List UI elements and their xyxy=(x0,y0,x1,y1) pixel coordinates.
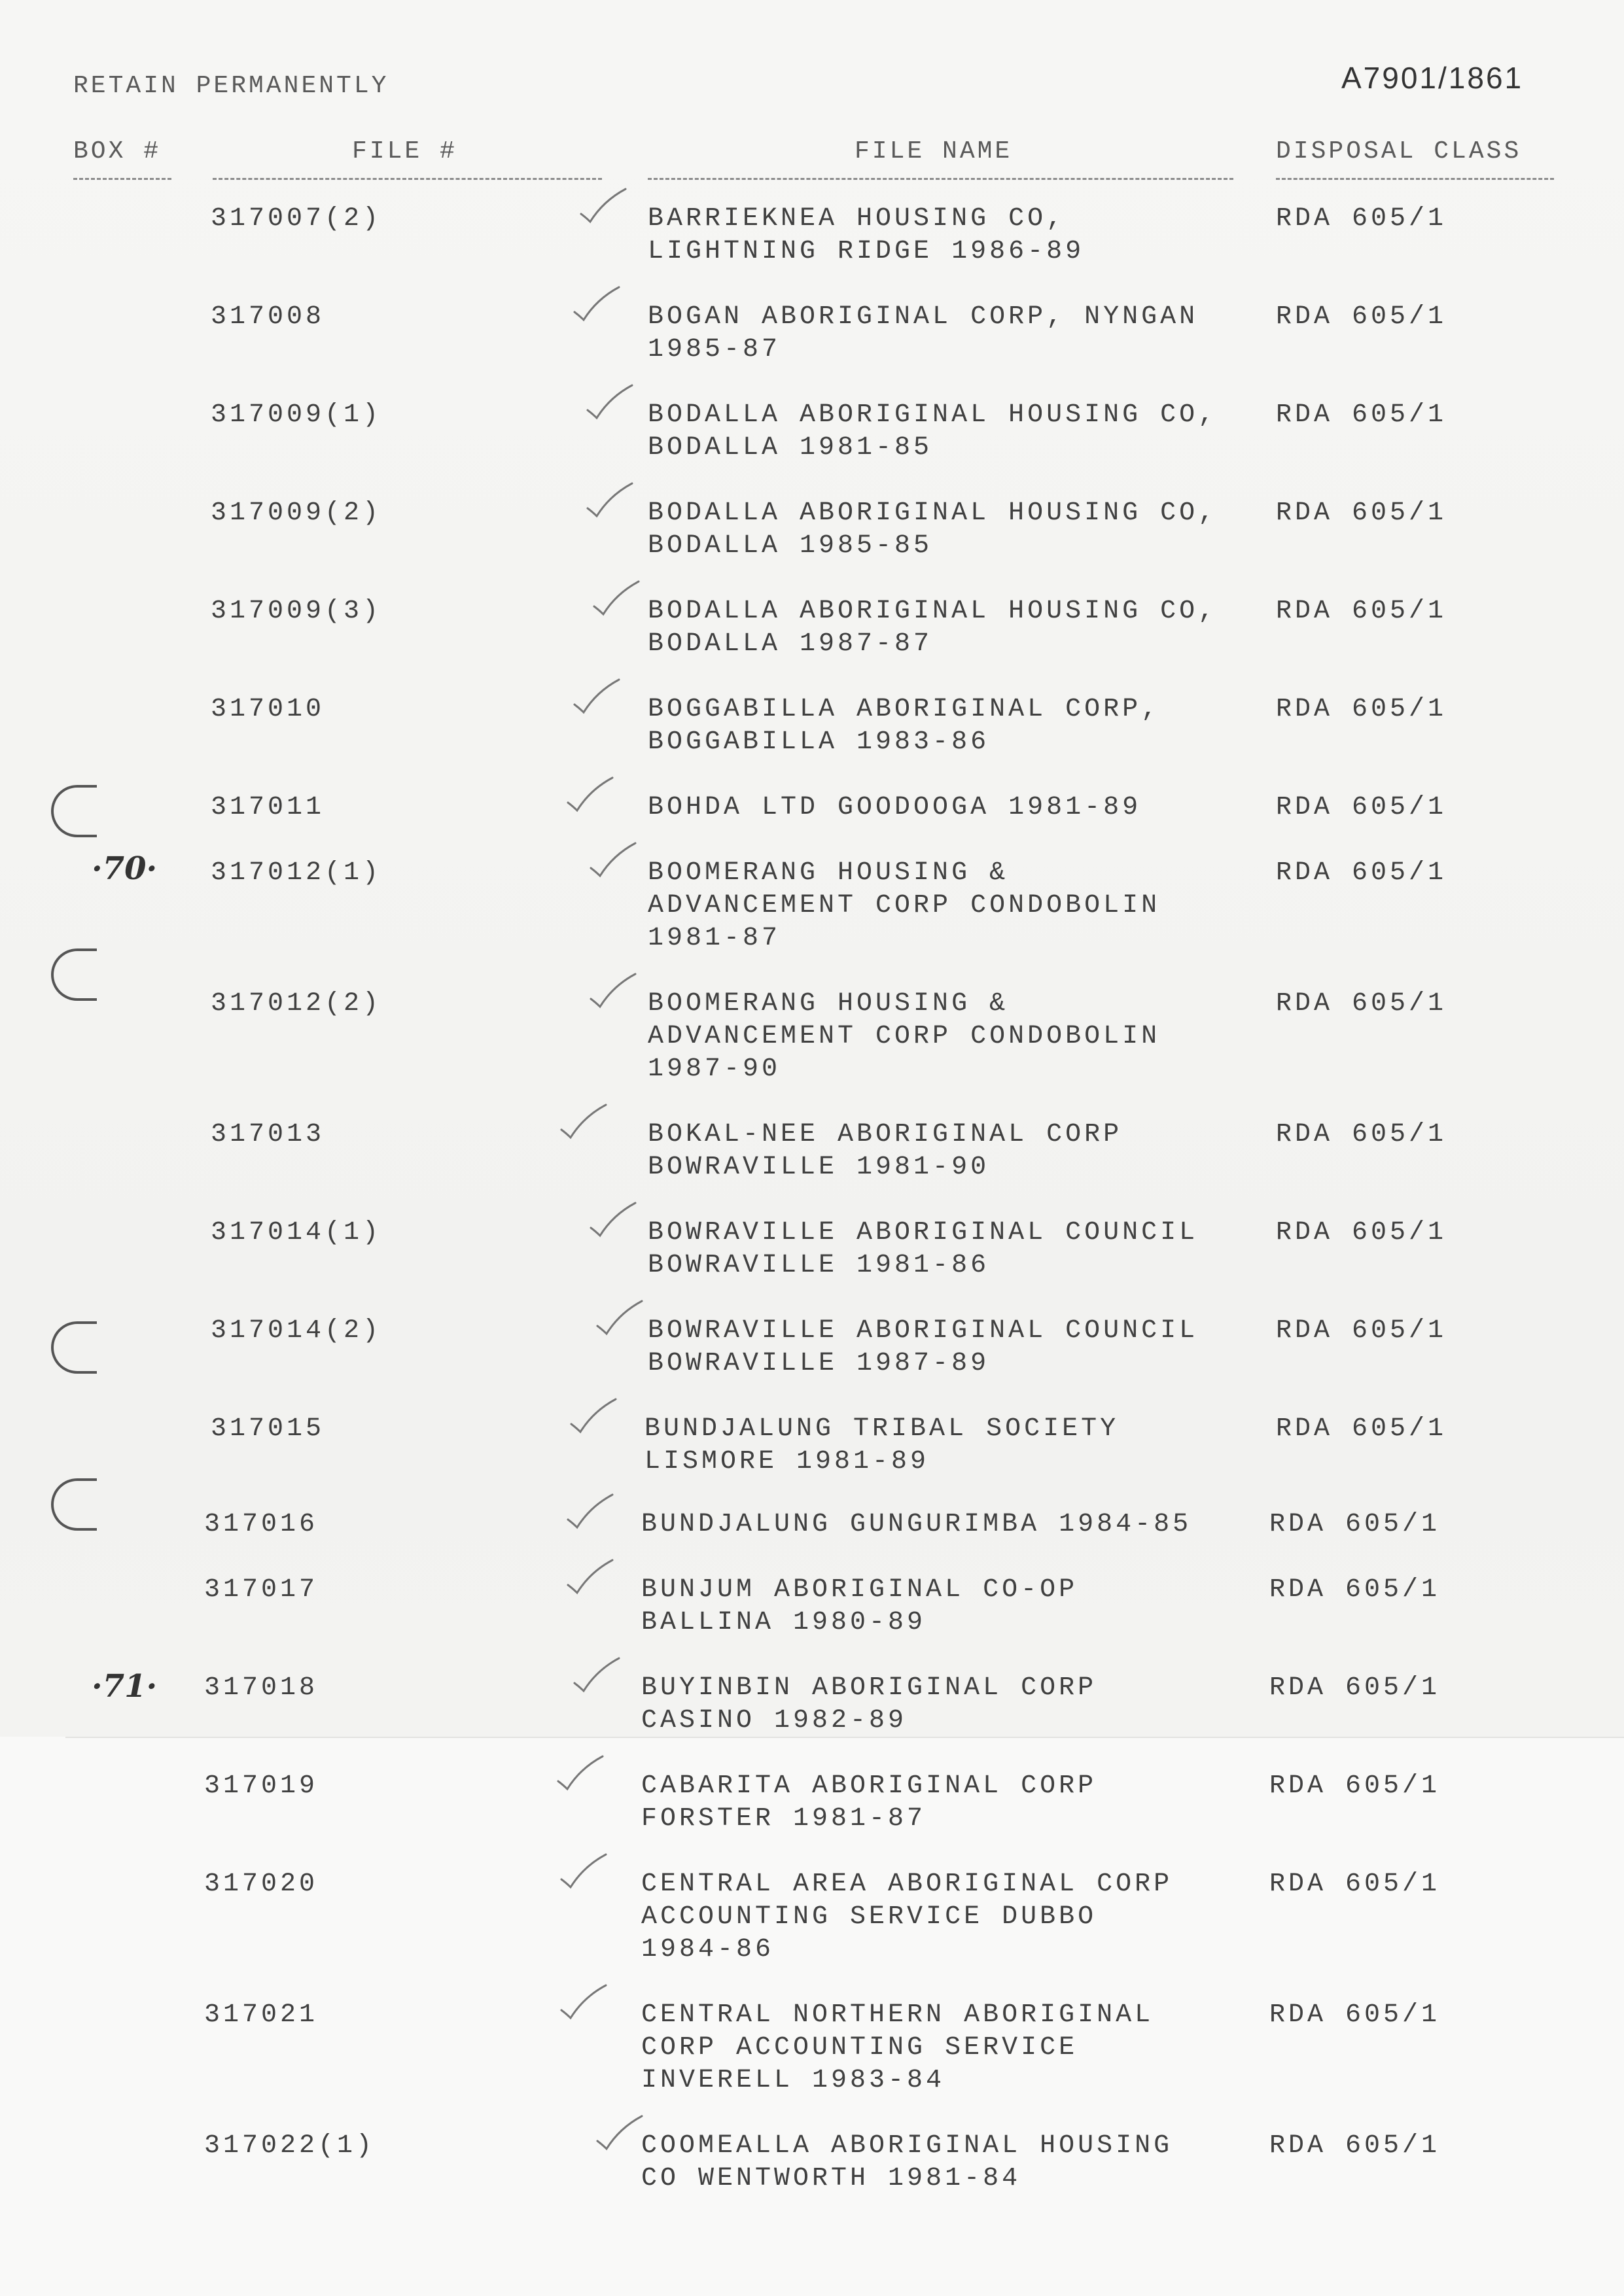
file-number: 317014(2) xyxy=(211,1316,382,1346)
checkmark-icon xyxy=(584,481,636,520)
disposal-class: RDA 605/1 xyxy=(1276,400,1447,430)
disposal-class: RDA 605/1 xyxy=(1276,793,1447,822)
series-reference: A7901/1861 xyxy=(1341,61,1524,95)
disposal-class: RDA 605/1 xyxy=(1276,1414,1447,1444)
checkmark-icon xyxy=(587,841,639,880)
checkmark-icon xyxy=(571,1656,623,1695)
file-name: CENTRAL NORTHERN ABORIGINAL CORP ACCOUNTING SERVICE INVERELL 1983-84 xyxy=(641,2000,1154,2095)
checkmark-icon xyxy=(593,2113,646,2153)
checkmark-icon xyxy=(590,579,643,618)
disposal-class: RDA 605/1 xyxy=(1276,597,1447,626)
column-header-file-number: FILE # xyxy=(352,137,457,165)
checkmark-icon xyxy=(587,971,639,1011)
disposal-class: RDA 605/1 xyxy=(1269,2000,1441,2030)
checkmark-icon xyxy=(564,775,616,814)
disposal-class: RDA 605/1 xyxy=(1276,302,1447,332)
checkmark-icon xyxy=(557,1852,610,1891)
checkmark-icon xyxy=(564,1557,616,1597)
punch-hole xyxy=(51,948,97,1001)
checkmark-icon xyxy=(557,1102,610,1141)
checkmark-icon xyxy=(567,1397,620,1436)
checkmark-icon xyxy=(571,285,623,324)
file-number: 317009(1) xyxy=(211,400,382,430)
disposal-class: RDA 605/1 xyxy=(1269,1870,1441,1899)
disposal-class: RDA 605/1 xyxy=(1276,498,1447,528)
file-name: BUYINBIN ABORIGINAL CORP CASINO 1982-89 xyxy=(641,1673,1097,1735)
file-name: BOOMERANG HOUSING & ADVANCEMENT CORP CONDOBOLIN 1987-90 xyxy=(648,989,1161,1084)
punch-hole xyxy=(51,785,97,837)
file-name: BODALLA ABORIGINAL HOUSING CO, BODALLA 1987-87 xyxy=(648,597,1218,659)
checkmark-icon xyxy=(593,1298,646,1338)
disposal-class: RDA 605/1 xyxy=(1269,1510,1441,1539)
checkmark-icon xyxy=(554,1754,607,1793)
file-name: BUNDJALUNG TRIBAL SOCIETY LISMORE 1981-89 xyxy=(644,1414,1120,1476)
header-underline-file-name xyxy=(648,178,1233,180)
file-name: BOOMERANG HOUSING & ADVANCEMENT CORP CONDOBOLIN 1981-87 xyxy=(648,858,1161,953)
file-name: BARRIEKNEA HOUSING CO, LIGHTNING RIDGE 1986-89 xyxy=(648,204,1085,266)
disposal-class: RDA 605/1 xyxy=(1276,989,1447,1018)
file-number: 317016 xyxy=(204,1510,319,1539)
column-header-disposal-class: DISPOSAL CLASS xyxy=(1276,137,1522,165)
file-number: 317014(1) xyxy=(211,1218,382,1247)
file-number: 317009(3) xyxy=(211,597,382,626)
file-name: BODALLA ABORIGINAL HOUSING CO, BODALLA 1985-85 xyxy=(648,498,1218,561)
file-name: CABARITA ABORIGINAL CORP FORSTER 1981-87 xyxy=(641,1771,1097,1834)
file-name: BOWRAVILLE ABORIGINAL COUNCIL BOWRAVILLE 1987-89 xyxy=(648,1316,1199,1378)
disposal-class: RDA 605/1 xyxy=(1276,1218,1447,1247)
file-name: BOWRAVILLE ABORIGINAL COUNCIL BOWRAVILLE 1981-86 xyxy=(648,1218,1199,1280)
file-number: 317008 xyxy=(211,302,325,332)
checkmark-icon xyxy=(584,383,636,422)
disposal-class: RDA 605/1 xyxy=(1269,1771,1441,1801)
file-number: 317013 xyxy=(211,1120,325,1149)
file-number: 317017 xyxy=(204,1575,319,1605)
file-name: BOKAL-NEE ABORIGINAL CORP BOWRAVILLE 1981-90 xyxy=(648,1120,1123,1182)
file-number: 317011 xyxy=(211,793,325,822)
header-underline-file-number xyxy=(213,178,602,180)
file-number: 317018 xyxy=(204,1673,319,1703)
punch-hole xyxy=(51,1478,97,1531)
file-number: 317019 xyxy=(204,1771,319,1801)
file-number: 317022(1) xyxy=(204,2131,376,2161)
disposal-class: RDA 605/1 xyxy=(1269,2131,1441,2161)
column-header-box: BOX # xyxy=(73,137,162,165)
disposal-class: RDA 605/1 xyxy=(1269,1575,1441,1605)
file-number: 317010 xyxy=(211,695,325,724)
box-number-mark: ·70· xyxy=(92,850,158,887)
file-name: BUNJUM ABORIGINAL CO-OP BALLINA 1980-89 xyxy=(641,1575,1078,1637)
checkmark-icon xyxy=(577,186,629,226)
disposal-class: RDA 605/1 xyxy=(1269,1673,1441,1703)
punch-hole xyxy=(51,1321,97,1374)
header-underline-box xyxy=(73,178,171,180)
disposal-class: RDA 605/1 xyxy=(1276,1120,1447,1149)
file-number: 317020 xyxy=(204,1870,319,1899)
file-name: BOHDA LTD GOODOOGA 1981-89 xyxy=(648,793,1142,822)
retain-label: RETAIN PERMANENTLY xyxy=(73,72,389,100)
file-name: BOGAN ABORIGINAL CORP, NYNGAN 1985-87 xyxy=(648,302,1199,364)
file-name: COOMEALLA ABORIGINAL HOUSING CO WENTWORTH 1981-84 xyxy=(641,2131,1173,2193)
checkmark-icon xyxy=(587,1200,639,1240)
file-number: 317012(2) xyxy=(211,989,382,1018)
checkmark-icon xyxy=(557,1983,610,2022)
disposal-class: RDA 605/1 xyxy=(1276,858,1447,888)
file-name: BOGGABILLA ABORIGINAL CORP, BOGGABILLA 1983-86 xyxy=(648,695,1161,757)
checkmark-icon xyxy=(564,1492,616,1531)
file-number: 317015 xyxy=(211,1414,325,1444)
column-header-file-name: FILE NAME xyxy=(855,137,1013,165)
header-underline-disposal xyxy=(1276,178,1554,180)
file-number: 317012(1) xyxy=(211,858,382,888)
file-number: 317009(2) xyxy=(211,498,382,528)
disposal-class: RDA 605/1 xyxy=(1276,695,1447,724)
box-number-mark: ·71· xyxy=(92,1668,158,1705)
checkmark-icon xyxy=(571,677,623,716)
disposal-class: RDA 605/1 xyxy=(1276,204,1447,234)
file-name: BODALLA ABORIGINAL HOUSING CO, BODALLA 1981-85 xyxy=(648,400,1218,462)
file-name: CENTRAL AREA ABORIGINAL CORP ACCOUNTING SERVICE DUBBO 1984-86 xyxy=(641,1870,1173,1964)
file-name: BUNDJALUNG GUNGURIMBA 1984-85 xyxy=(641,1510,1192,1539)
disposal-class: RDA 605/1 xyxy=(1276,1316,1447,1346)
file-number: 317007(2) xyxy=(211,204,382,234)
file-number: 317021 xyxy=(204,2000,319,2030)
